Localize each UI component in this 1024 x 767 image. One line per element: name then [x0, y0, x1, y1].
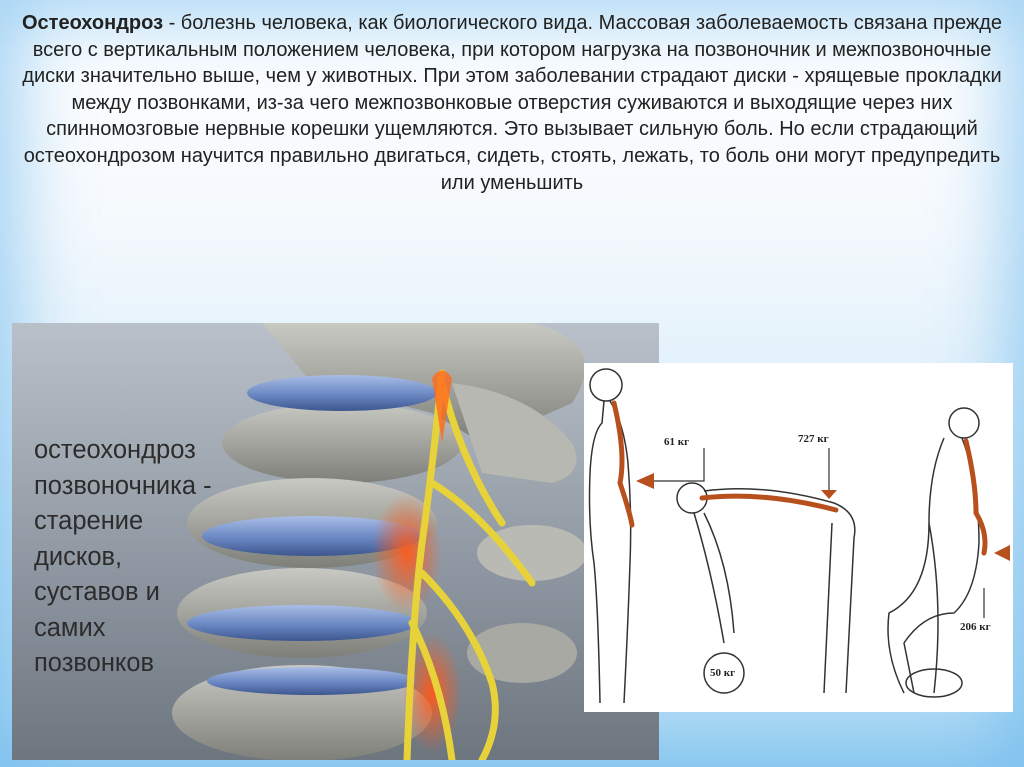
load-weight: 50 кг [710, 667, 736, 679]
intro-term: Остеохондроз [21, 12, 164, 34]
inflammation-glow-1 [372, 493, 442, 613]
vertebra-1 [222, 403, 462, 483]
load-standing: 61 кг [664, 436, 690, 448]
intro-paragraph [6, 10, 1018, 196]
arrow-heads [636, 473, 1010, 561]
posture-drawing [584, 363, 1013, 712]
posture-load-figure [584, 363, 1013, 712]
standing-figure [590, 369, 631, 703]
spine-illustration [12, 323, 659, 760]
squatting-figure [888, 408, 979, 697]
force-arrows [654, 448, 984, 618]
bending-figure [677, 483, 855, 693]
spine-caption: остеохондроз позвоночника - старение дисков, суставов и самих позвонков [34, 436, 212, 677]
disc-4 [207, 667, 417, 695]
disc-3 [187, 605, 417, 641]
intro-body: - болезнь человека, как биологического вида. Массовая заболеваемость связана прежде всего с вертикальным положением человека, при котором нагрузка на позвоночник и межпозвоночные диски значительно выше, чем у животных. При этом заболевании страдают диски - хрящевые прокладки между позвонками, из-за чего межпозвонковые отверстия суживаются и выходящие через них спинномозговые нервные корешки ущемляются. Это вызывает сильную боль. Но если страдающий остеохондрозом научится правильно двигаться, сидеть, стоять, лежать, то боль они могут предупредить или уменьшить [22, 12, 1003, 194]
disc-1 [247, 375, 437, 411]
load-bending: 727 кг [798, 433, 829, 445]
load-squatting: 206 кг [960, 621, 991, 633]
